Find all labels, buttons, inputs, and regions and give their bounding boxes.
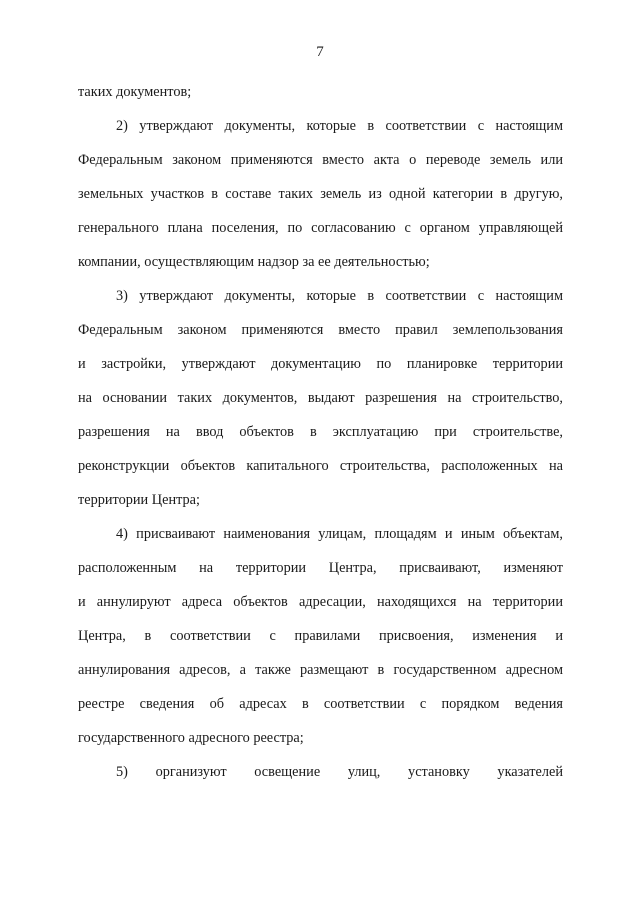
text-line: компании, осуществляющим надзор за ее деятельностью; — [78, 254, 430, 270]
text-line: Федеральным законом применяются вместо правил землепользования — [78, 322, 563, 338]
text-line: на основании таких документов, выдают разрешения на строительство, — [78, 390, 563, 406]
text-line: реестре сведения об адресах в соответствии с порядком ведения — [78, 696, 563, 712]
paragraph-item-2 — [78, 109, 563, 279]
paragraph-item-5 — [78, 755, 563, 789]
text-line: государственного адресного реестра; — [78, 730, 304, 746]
text-line: 5) организуют освещение улиц, установку указателей — [116, 764, 563, 780]
text-line: расположенным на территории Центра, присваивают, изменяют — [78, 560, 563, 576]
text-line: и застройки, утверждают документацию по планировке территории — [78, 356, 563, 372]
document-body — [78, 75, 563, 789]
text-line: Центра, в соответствии с правилами присвоения, изменения и — [78, 628, 563, 644]
text-line: 3) утверждают документы, которые в соответствии с настоящим — [116, 288, 563, 304]
text-line: аннулирования адресов, а также размещают в государственном адресном — [78, 662, 563, 678]
text-line: земельных участков в составе таких земель из одной категории в другую, — [78, 186, 563, 202]
text-line: реконструкции объектов капитального строительства, расположенных на — [78, 458, 563, 474]
text-line: территории Центра; — [78, 492, 200, 508]
paragraph-continuation — [78, 75, 563, 109]
paragraph-item-4 — [78, 517, 563, 755]
text-line: и аннулируют адреса объектов адресации, находящихся на территории — [78, 594, 563, 610]
page-number: 7 — [316, 44, 324, 60]
text-line: 4) присваивают наименования улицам, площадям и иным объектам, — [116, 526, 563, 542]
text-line: Федеральным законом применяются вместо акта о переводе земель или — [78, 152, 563, 168]
text-line: таких документов; — [78, 84, 192, 100]
text-line: генерального плана поселения, по согласованию с органом управляющей — [78, 220, 563, 236]
text-line: разрешения на ввод объектов в эксплуатацию при строительстве, — [78, 424, 563, 440]
paragraph-item-3 — [78, 279, 563, 517]
text-line: 2) утверждают документы, которые в соответствии с настоящим — [116, 118, 563, 134]
